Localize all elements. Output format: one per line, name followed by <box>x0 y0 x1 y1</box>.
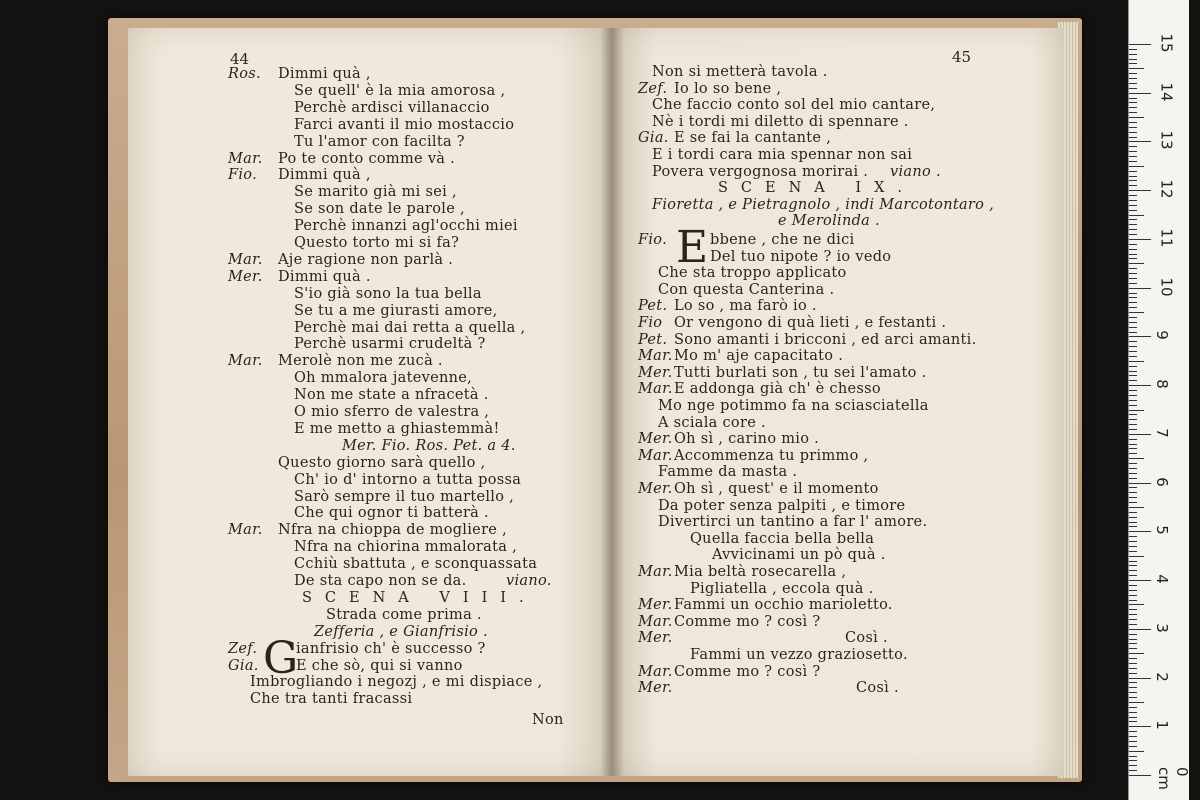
ruler-tick <box>1129 648 1137 649</box>
ruler-tick <box>1129 502 1137 503</box>
scene-heading: SCENA IX. <box>718 180 916 197</box>
verse-line: Imbrogliando i negozj , e mi dispiace , <box>250 674 543 691</box>
verse-line: Sono amanti i bricconi , ed arci amanti. <box>674 331 977 348</box>
ruler-tick <box>1129 692 1137 693</box>
verse-line: Nè i tordi mi diletto di spennare . <box>652 113 909 130</box>
ruler-label: 0 cm <box>1155 767 1191 790</box>
ruler-tick <box>1129 658 1137 659</box>
ruler-tick <box>1129 561 1137 562</box>
verse-line: Quella faccia bella bella <box>690 530 875 547</box>
verse-line: Cchiù sbattuta , e sconquassata <box>294 556 538 573</box>
ruler-tick <box>1129 322 1137 323</box>
ruler-tick <box>1129 595 1137 596</box>
ruler-tick <box>1129 448 1137 449</box>
ruler-label: 5 <box>1152 525 1171 536</box>
ruler-tick <box>1129 156 1137 157</box>
speaker-label: Zef. <box>228 640 258 657</box>
ruler-tick <box>1129 653 1144 654</box>
ruler-tick <box>1129 361 1144 362</box>
ruler-tick <box>1129 643 1137 644</box>
ruler-label: 7 <box>1152 428 1171 438</box>
ruler-tick <box>1129 483 1151 484</box>
ruler-tick <box>1129 536 1137 537</box>
ruler-tick <box>1129 166 1144 167</box>
ruler-tick <box>1129 205 1137 206</box>
verse-line: Mia beltà rosecarella , <box>674 564 847 580</box>
ruler-tick <box>1129 195 1137 196</box>
ruler-tick <box>1129 463 1137 464</box>
verse-line: Lo so , ma farò io . <box>674 298 817 315</box>
scene-characters: Zefferia , e Gianfrisio . <box>314 623 488 640</box>
ruler-tick <box>1129 419 1137 420</box>
ruler-tick <box>1129 258 1137 259</box>
ruler-tick <box>1129 229 1137 230</box>
ruler-tick <box>1129 146 1137 147</box>
ruler-tick <box>1129 244 1137 245</box>
ruler-tick <box>1129 93 1151 94</box>
verse-line: Perchè mai dai retta a quella , <box>294 319 526 336</box>
ruler-tick <box>1129 531 1151 532</box>
ruler-tick <box>1129 132 1137 133</box>
ruler-label: 4 <box>1152 574 1171 584</box>
verse-line: E i tordi cara mia spennar non sai <box>652 147 913 163</box>
ruler-tick <box>1129 663 1137 664</box>
verse-line: Mo nge potimmo fa na sciasciatella <box>658 398 929 414</box>
verse-line: E addonga già ch' è chesso <box>674 381 881 398</box>
ruler-tick <box>1129 517 1137 518</box>
verse-line: Avvicinami un pò quà . <box>712 547 886 564</box>
ruler-tick <box>1129 507 1144 508</box>
verse-line: Se son date le parole , <box>294 201 465 218</box>
ruler-tick <box>1129 297 1137 298</box>
speaker-label: Mer. <box>638 597 673 614</box>
verse-line: Con questa Canterina . <box>658 281 835 298</box>
ruler-tick <box>1129 380 1137 381</box>
ruler-tick <box>1129 127 1137 128</box>
ruler-tick <box>1129 410 1144 411</box>
ruler-tick <box>1129 512 1137 513</box>
ruler-tick <box>1129 634 1137 635</box>
ruler-tick <box>1129 614 1137 615</box>
ruler-tick <box>1129 336 1151 337</box>
verse-line: Dimmi quà , <box>278 66 371 82</box>
speaker-label: Mar. <box>638 348 673 365</box>
ruler-label: 12 <box>1157 179 1176 199</box>
ruler-tick <box>1129 307 1137 308</box>
ruler-label: 15 <box>1157 33 1176 53</box>
verse-line: Oh sì , carino mio . <box>674 431 820 448</box>
ruler-tick <box>1129 741 1137 742</box>
ruler-tick <box>1129 721 1137 722</box>
speaker-label: Pet. <box>638 298 668 315</box>
verse-line: Nfra na chioppa de mogliere , <box>278 522 507 539</box>
ruler-tick <box>1129 434 1151 435</box>
ruler-tick <box>1129 726 1151 727</box>
ruler-tick <box>1129 161 1137 162</box>
ruler-tick <box>1129 624 1137 625</box>
ruler-tick <box>1129 68 1144 69</box>
speaker-label: Mer. <box>638 680 673 697</box>
ruler-tick <box>1129 283 1137 284</box>
ruler-tick <box>1129 312 1144 313</box>
book-gutter <box>600 28 624 776</box>
ruler-tick <box>1129 487 1137 488</box>
ruler-tick <box>1129 185 1137 186</box>
ruler-tick <box>1129 585 1137 586</box>
verse-line: Questo torto mi si fa? <box>294 235 460 251</box>
ruler-tick <box>1129 200 1137 201</box>
ruler-tick <box>1129 239 1151 240</box>
verse-line: Che tra tanti fracassi <box>250 691 413 708</box>
ruler-tick <box>1129 473 1137 474</box>
speaker-label: Mer. <box>638 481 673 497</box>
speaker-label: Mar. <box>638 564 673 580</box>
ruler-tick <box>1129 717 1137 718</box>
ruler-tick <box>1129 395 1137 396</box>
verse-line: S'io già sono la tua bella <box>294 285 482 302</box>
ruler-tick <box>1129 775 1151 776</box>
ruler-tick <box>1129 302 1137 303</box>
ruler-tick <box>1129 171 1137 172</box>
ruler-tick <box>1129 366 1137 367</box>
verse-line: A sciala core . <box>658 414 766 431</box>
ruler-tick <box>1129 288 1151 289</box>
ruler-tick <box>1129 565 1137 566</box>
ruler-tick <box>1129 219 1137 220</box>
verse-line: Dimmi quà , <box>278 167 371 184</box>
ruler-tick <box>1129 551 1137 552</box>
speaker-label: Mer. <box>638 364 673 381</box>
scene-setting: Strada come prima . <box>326 606 482 623</box>
ruler-label: 14 <box>1157 82 1176 102</box>
verse-line: Del tuo nipote ? io vedo <box>710 248 892 265</box>
verse-line: Accommenza tu primmo , <box>674 447 869 464</box>
verse-line: Mo m' aje capacitato . <box>674 348 844 365</box>
stage-direction: viano. <box>506 573 552 589</box>
speaker-label: Mar. <box>228 150 263 167</box>
ruler-tick <box>1129 541 1137 542</box>
ruler-tick <box>1129 756 1137 757</box>
ruler-tick <box>1129 731 1137 732</box>
ruler-tick <box>1129 619 1137 620</box>
ruler-tick <box>1129 180 1137 181</box>
scene-characters: Fioretta , e Pietragnolo , indi Marcotontaro , <box>652 196 995 213</box>
verse-line: Dimmi quà . <box>278 268 371 285</box>
ruler-tick <box>1129 546 1137 547</box>
verse-line: ianfrisio ch' è successo ? <box>296 640 486 657</box>
verse-line: Ch' io d' intorno a tutta possa <box>294 471 522 488</box>
verse-line: Così . <box>845 630 888 647</box>
ruler-tick <box>1129 439 1137 440</box>
verse-line: Comme mo ? così ? <box>674 663 821 680</box>
ruler-tick <box>1129 580 1151 581</box>
ruler-tick <box>1129 760 1137 761</box>
ruler-tick <box>1129 176 1137 177</box>
ruler-tick <box>1129 609 1137 610</box>
ruler-tick <box>1129 102 1137 103</box>
speaker-label: Fio. <box>228 167 257 184</box>
drop-capital: G <box>263 632 299 684</box>
speaker-label: Mar. <box>228 251 263 268</box>
ruler-tick <box>1129 317 1137 318</box>
ruler-tick <box>1129 405 1137 406</box>
verse-line: E se fai la cantante , <box>674 130 832 147</box>
verse-line: Fammi un occhio marioletto. <box>674 597 893 614</box>
speaker-label: Gia. <box>638 130 669 147</box>
verse-line: Se quell' è la mia amorosa , <box>294 82 506 99</box>
speaker-label: Mar. <box>638 381 673 398</box>
ruler-tick <box>1129 254 1137 255</box>
ruler-tick <box>1129 492 1137 493</box>
verse-line: Tutti burlati son , tu sei l'amato . <box>674 364 927 381</box>
ruler-tick <box>1129 526 1137 527</box>
ruler-tick <box>1129 385 1151 386</box>
verse-line: Non si metterà tavola . <box>652 64 828 80</box>
ruler-label: 2 <box>1152 671 1171 682</box>
speaker-label: Pet. <box>638 331 668 348</box>
ruler-tick <box>1129 273 1137 274</box>
verse-line: Mer. Fio. Ros. Pet. a 4. <box>342 437 516 454</box>
ruler-tick <box>1129 746 1137 747</box>
verse-line: Che faccio conto sol del mio cantare, <box>652 97 936 114</box>
ruler-tick <box>1129 78 1137 79</box>
stage-direction: viano . <box>890 163 941 180</box>
ruler-tick <box>1129 639 1137 640</box>
ruler-tick <box>1129 268 1137 269</box>
ruler-tick <box>1129 478 1137 479</box>
speaker-label: Fio. <box>638 232 667 248</box>
speaker-label: Fio <box>638 315 663 331</box>
ruler-label: 3 <box>1152 623 1171 633</box>
verse-line: Se tu a me giurasti amore, <box>294 302 498 319</box>
speaker-label: Mer. <box>638 630 673 647</box>
ruler-label: 13 <box>1157 130 1176 150</box>
drop-capital: E <box>676 222 709 273</box>
ruler-tick <box>1129 112 1137 113</box>
speaker-label: Ros. <box>228 66 261 82</box>
speaker-label: Gia. <box>228 657 259 674</box>
verse-line: Po te conto comme và . <box>278 150 456 167</box>
ruler-tick <box>1129 190 1151 191</box>
ruler-tick <box>1129 682 1137 683</box>
verse-line: Che sta troppo applicato <box>658 265 847 282</box>
ruler-label: 1 <box>1152 720 1171 731</box>
ruler-tick <box>1129 151 1137 152</box>
verse-line: Nfra na chiorina mmalorata , <box>294 539 517 556</box>
speaker-label: Zef. <box>638 80 668 97</box>
ruler-tick <box>1129 687 1137 688</box>
ruler-tick <box>1129 702 1144 703</box>
speaker-label: Mar. <box>638 663 673 680</box>
ruler-tick <box>1129 444 1137 445</box>
ruler-tick <box>1129 575 1137 576</box>
ruler-tick <box>1129 327 1137 328</box>
ruler-tick <box>1129 556 1144 557</box>
catchword: Non <box>532 712 564 729</box>
ruler-tick <box>1129 49 1137 50</box>
ruler-tick <box>1129 107 1137 108</box>
verse-line: Se marito già mi sei , <box>294 184 457 201</box>
verse-line: Divertirci un tantino a far l' amore. <box>658 514 928 531</box>
ruler-tick <box>1129 371 1137 372</box>
ruler-tick <box>1129 707 1137 708</box>
speaker-label: Mar. <box>638 447 673 464</box>
ruler-tick <box>1129 458 1144 459</box>
verse-line: Merolè non me zucà . <box>278 353 443 370</box>
ruler-tick <box>1129 351 1137 352</box>
ruler-tick <box>1129 141 1151 142</box>
right-page-number: 45 <box>952 48 972 66</box>
verse-line: Perchè innanzi agl'occhi miei <box>294 218 518 235</box>
verse-line: Tu l'amor con facilta ? <box>294 133 465 150</box>
ruler-label: 6 <box>1152 476 1171 487</box>
ruler-tick <box>1129 210 1137 211</box>
ruler-tick <box>1129 375 1137 376</box>
ruler-tick <box>1129 44 1151 45</box>
ruler-tick <box>1129 697 1137 698</box>
verse-line: Famme da masta . <box>658 464 798 481</box>
verse-line: Povera vergognosa morirai . <box>652 163 869 180</box>
verse-line: bbene , che ne dici <box>710 232 855 248</box>
verse-line: Aje ragione non parlà . <box>278 251 454 268</box>
verse-line: Così . <box>856 680 899 697</box>
verse-line: Perchè usarmi crudeltà ? <box>294 336 486 353</box>
ruler-tick <box>1129 73 1137 74</box>
scene-heading: SCENA VIII. <box>302 589 537 606</box>
ruler-tick <box>1129 673 1137 674</box>
ruler-tick <box>1129 215 1144 216</box>
ruler-tick <box>1129 356 1137 357</box>
ruler-tick <box>1129 122 1137 123</box>
ruler-tick <box>1129 63 1137 64</box>
ruler-tick <box>1129 332 1137 333</box>
verse-line: Or vengono di quà lieti , e festanti . <box>674 315 947 331</box>
measuring-ruler <box>1128 0 1189 800</box>
verse-line: Pigliatella , eccola quà . <box>690 580 874 597</box>
ruler-tick <box>1129 346 1137 347</box>
ruler-tick <box>1129 570 1137 571</box>
ruler-tick <box>1129 751 1144 752</box>
verse-line: E che sò, qui si vanno <box>296 657 463 674</box>
ruler-tick <box>1129 590 1137 591</box>
scene-characters: e Merolinda . <box>778 213 880 230</box>
ruler-tick <box>1129 522 1137 523</box>
verse-line: Comme mo ? così ? <box>674 613 821 630</box>
ruler-tick <box>1129 453 1137 454</box>
speaker-label: Mar. <box>228 353 263 370</box>
verse-line: De sta capo non se da. <box>294 573 467 589</box>
verse-line: Questo giorno sarà quello , <box>278 454 486 471</box>
ruler-tick <box>1129 278 1137 279</box>
verse-line: E me metto a ghiastemmà! <box>294 420 500 437</box>
ruler-tick <box>1129 341 1137 342</box>
ruler-tick <box>1129 497 1137 498</box>
speaker-label: Mer. <box>638 431 673 448</box>
ruler-tick <box>1129 712 1137 713</box>
ruler-tick <box>1129 668 1137 669</box>
ruler-tick <box>1129 600 1137 601</box>
ruler-tick <box>1129 424 1137 425</box>
left-page-number: 44 <box>230 50 250 68</box>
speaker-label: Mar. <box>228 522 263 539</box>
speaker-label: Mer. <box>228 268 263 285</box>
ruler-tick <box>1129 293 1137 294</box>
speaker-label: Mar. <box>638 613 673 630</box>
ruler-tick <box>1129 98 1137 99</box>
ruler-tick <box>1129 400 1137 401</box>
ruler-tick <box>1129 263 1144 264</box>
ruler-tick <box>1129 468 1137 469</box>
verse-line: Non me state a nfracetà . <box>294 387 489 404</box>
ruler-tick <box>1129 736 1137 737</box>
verse-line: Oh mmalora jatevenne, <box>294 370 473 387</box>
verse-line: Che qui ognor ti batterà . <box>294 505 489 522</box>
ruler-tick <box>1129 604 1144 605</box>
ruler-label: 11 <box>1157 228 1176 248</box>
ruler-tick <box>1129 770 1137 771</box>
ruler-tick <box>1129 765 1137 766</box>
verse-line: Farci avanti il mio mostaccio <box>294 116 515 133</box>
verse-line: Fammi un vezzo graziosetto. <box>690 647 908 663</box>
ruler-tick <box>1129 390 1137 391</box>
ruler-tick <box>1129 429 1137 430</box>
ruler-label: 10 <box>1157 277 1176 297</box>
verse-line: O mio sferro de valestra , <box>294 404 490 420</box>
ruler-tick <box>1129 54 1137 55</box>
ruler-tick <box>1129 59 1137 60</box>
ruler-tick <box>1129 137 1137 138</box>
ruler-tick <box>1129 414 1137 415</box>
ruler-label: 9 <box>1152 330 1171 341</box>
verse-line: Perchè ardisci villanaccio <box>294 99 490 116</box>
verse-line: Sarò sempre il tuo martello , <box>294 488 515 505</box>
ruler-tick <box>1129 249 1137 250</box>
ruler-label: 8 <box>1152 379 1171 389</box>
verse-line: Da poter senza palpiti , e timore <box>658 497 906 514</box>
verse-line: Oh sì , quest' e il momento <box>674 481 879 497</box>
ruler-tick <box>1129 224 1137 225</box>
ruler-tick <box>1129 88 1137 89</box>
ruler-tick <box>1129 678 1151 679</box>
ruler-tick <box>1129 234 1137 235</box>
ruler-tick <box>1129 629 1151 630</box>
verse-line: Io lo so bene , <box>674 80 782 97</box>
ruler-tick <box>1129 83 1137 84</box>
ruler-tick <box>1129 117 1144 118</box>
